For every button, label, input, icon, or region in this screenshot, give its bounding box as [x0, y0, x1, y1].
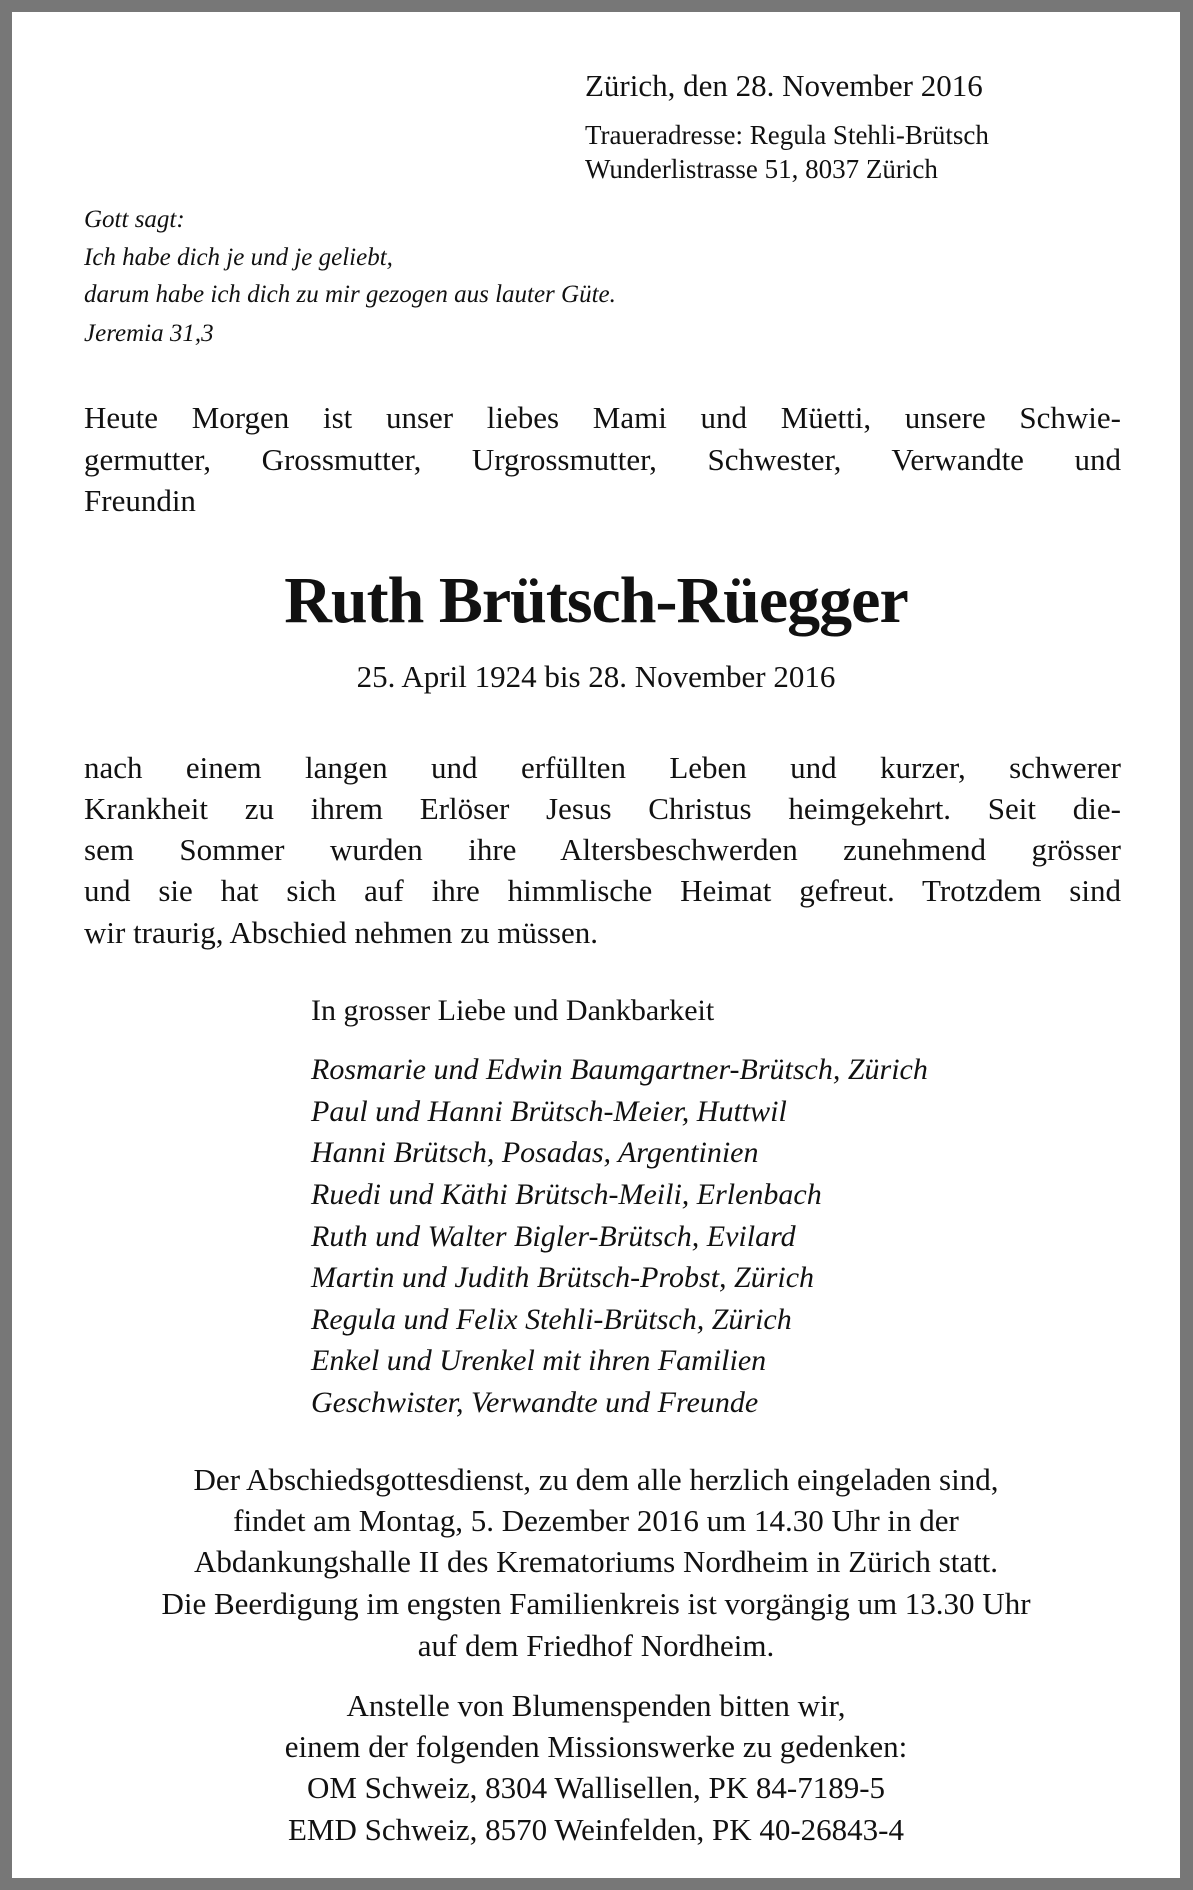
body-line: wir traurig, Abschied nehmen zu müssen.: [84, 915, 598, 950]
verse-line: Gott sagt:: [84, 206, 185, 233]
donation-line: OM Schweiz, 8304 Wallisellen, PK 84-7189-5: [306, 1770, 886, 1805]
donation-line: Anstelle von Blumenspenden bitten wir,: [346, 1688, 846, 1723]
address-line: Traueradresse: Regula Stehli-Brütsch: [585, 120, 989, 150]
verse-line: darum habe ich dich zu mir gezogen aus lauter Güte.: [84, 281, 616, 308]
deceased-dates: 25. April 1924 bis 28. November 2016: [356, 659, 836, 694]
service-line: Abdankungshalle II des Krematoriums Nordheim in Zürich statt.: [193, 1544, 999, 1579]
mourner-name: Paul und Hanni Brütsch-Meier, Huttwil: [311, 1095, 787, 1128]
mourner-name: Geschwister, Verwandte und Freunde: [311, 1386, 759, 1419]
donation-line: EMD Schweiz, 8570 Weinfelden, PK 40-26843-4: [288, 1812, 904, 1847]
service-line: findet am Montag, 5. Dezember 2016 um 14.30 Uhr in der: [233, 1503, 959, 1538]
mourner-name: Rosmarie und Edwin Baumgartner-Brütsch, Zürich: [311, 1053, 928, 1086]
service-line: Die Beerdigung im engsten Familienkreis ist vorgängig um 13.30 Uhr: [161, 1586, 1031, 1621]
intro-line: Heute Morgen ist unser liebes Mami und Müetti, unsere Schwie-: [84, 400, 1121, 435]
mourner-name: Ruedi und Käthi Brütsch-Meili, Erlenbach: [311, 1178, 822, 1211]
body-line: nach einem langen und erfüllten Leben und kurzer, schwerer: [84, 750, 1121, 785]
mourner-name: Ruth und Walter Bigler-Brütsch, Evilard: [311, 1220, 796, 1253]
donation-line: einem der folgenden Missionswerke zu gedenken:: [284, 1729, 908, 1764]
address-line: Wunderlistrasse 51, 8037 Zürich: [585, 154, 938, 184]
place-date: Zürich, den 28. November 2016: [585, 68, 983, 103]
service-line: auf dem Friedhof Nordheim.: [417, 1628, 775, 1663]
verse-reference: Jeremia 31,3: [84, 320, 214, 347]
mourner-name: Hanni Brütsch, Posadas, Argentinien: [311, 1136, 759, 1169]
mourner-name: Regula und Felix Stehli-Brütsch, Zürich: [311, 1303, 792, 1336]
intro-line: germutter, Grossmutter, Urgrossmutter, Schwester, Verwandte und: [84, 442, 1121, 477]
mourner-name: Martin und Judith Brütsch-Probst, Zürich: [311, 1261, 815, 1294]
service-line: Der Abschiedsgottesdienst, zu dem alle herzlich eingeladen sind,: [193, 1462, 999, 1497]
body-line: Krankheit zu ihrem Erlöser Jesus Christus heimgekehrt. Seit die-: [84, 791, 1121, 826]
obituary-notice: [12, 12, 1180, 1878]
body-line: sem Sommer wurden ihre Altersbeschwerden zunehmend grösser: [84, 832, 1121, 867]
body-line: und sie hat sich auf ihre himmlische Heimat gefreut. Trotzdem sind: [84, 873, 1121, 908]
mourner-name: Enkel und Urenkel mit ihren Familien: [311, 1344, 767, 1377]
mourners-intro: In grosser Liebe und Dankbarkeit: [311, 994, 715, 1027]
intro-line: Freundin: [84, 483, 196, 518]
verse-line: Ich habe dich je und je geliebt,: [84, 244, 393, 271]
deceased-name: Ruth Brütsch-Rüegger: [284, 564, 908, 637]
